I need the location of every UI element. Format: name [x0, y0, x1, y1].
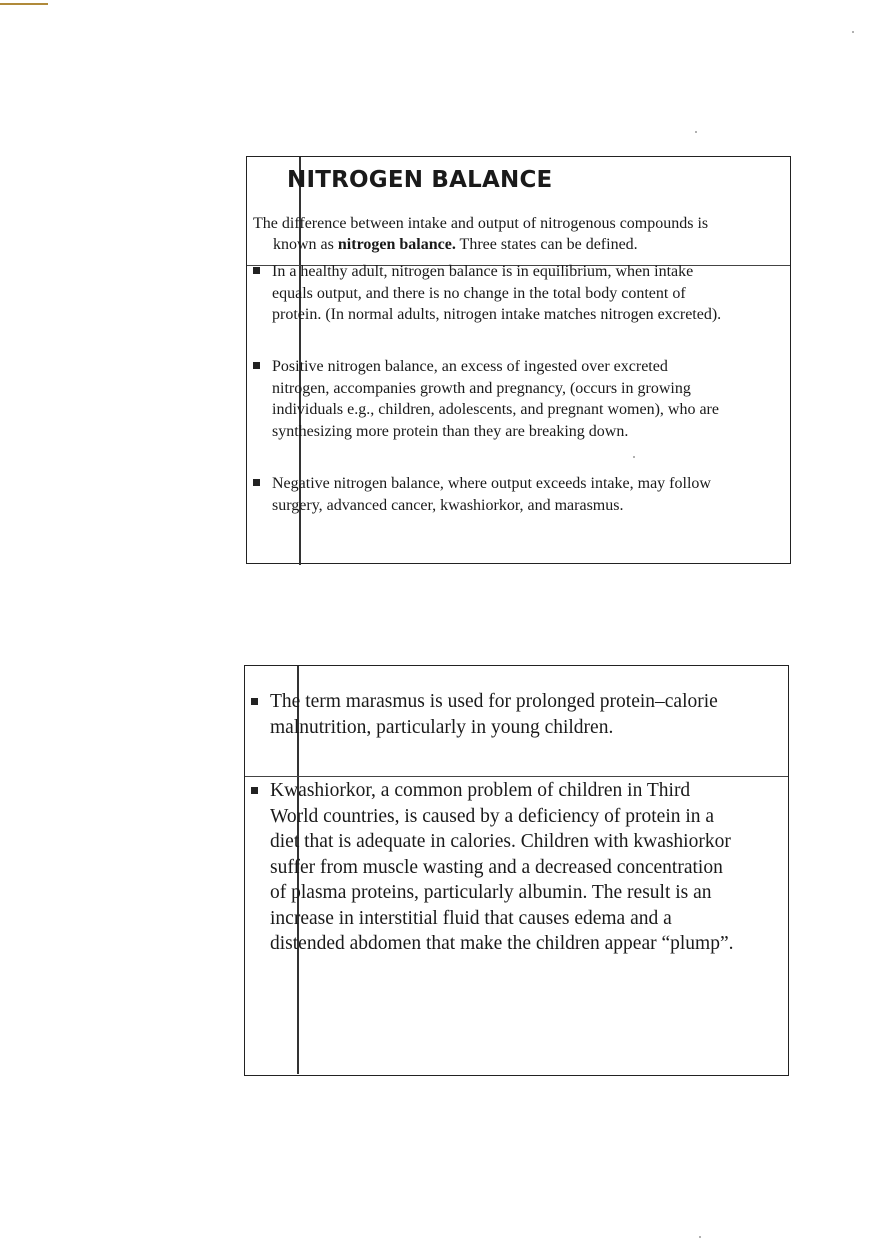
bullet-line: suffer from muscle wasting and a decreased concentration — [270, 856, 723, 878]
bullet-line: of plasma proteins, particularly albumin. The result is an — [270, 882, 712, 903]
bullet-negative-balance — [253, 473, 792, 516]
scan-speck — [852, 31, 854, 33]
bullet-line: synthesizing more protein than they are breaking down. — [272, 422, 629, 440]
corner-mark — [0, 3, 48, 5]
bullet-line: protein. (In normal adults, nitrogen intake matches nitrogen excreted). — [272, 306, 722, 323]
bullet-square-icon — [253, 479, 260, 486]
bullet-line: Positive nitrogen balance, an excess of ingested over excreted — [272, 358, 668, 375]
bullet-positive-balance — [253, 356, 792, 442]
slide-rule — [245, 776, 788, 777]
bullet-line: diet that is adequate in calories. Children with kwashiorkor — [270, 831, 731, 852]
bullet-line: World countries, is caused by a deficiency of protein in a — [270, 805, 715, 827]
scan-speck — [633, 456, 635, 458]
bullet-line: surgery, advanced cancer, kwashiorkor, and marasmus. — [272, 496, 624, 514]
bullet-line: Kwashiorkor, a common problem of children in Third — [270, 780, 691, 801]
bullet-line: The term marasmus is used for prolonged protein–calorie — [270, 691, 718, 712]
bullet-square-icon — [253, 267, 260, 274]
bullet-marasmus — [251, 689, 785, 740]
bullet-line: distended abdomen that make the children appear “plump”. — [270, 933, 734, 954]
slide-nitrogen-balance — [246, 156, 791, 564]
intro-line — [253, 234, 783, 255]
slide-intro — [253, 213, 783, 255]
bullet-line: malnutrition, particularly in young children. — [270, 716, 614, 738]
slide-title: NITROGEN BALANCE — [287, 167, 553, 193]
bullet-square-icon — [251, 787, 258, 794]
scan-speck — [695, 131, 697, 133]
bullet-square-icon — [251, 698, 258, 705]
intro-bold-term: nitrogen balance. — [337, 236, 456, 253]
bullet-kwashiorkor — [251, 778, 785, 957]
bullet-line: nitrogen, accompanies growth and pregnancy, (occurs in growing — [272, 379, 691, 397]
bullet-line: individuals e.g., children, adolescents, and pregnant women), who are — [272, 401, 719, 418]
intro-text: known as — [273, 236, 338, 253]
slide-malnutrition — [244, 665, 789, 1076]
scan-speck — [699, 1236, 701, 1238]
intro-line: The difference between intake and output of nitrogenous compounds is — [253, 215, 709, 232]
bullet-equilibrium — [253, 261, 792, 326]
bullet-line: equals output, and there is no change in the total body content of — [272, 284, 686, 302]
intro-text: Three states can be defined. — [455, 236, 638, 253]
bullet-line: In a healthy adult, nitrogen balance is in equilibrium, when intake — [272, 263, 694, 280]
bullet-square-icon — [253, 362, 260, 369]
bullet-line: increase in interstitial fluid that causes edema and a — [270, 907, 672, 929]
bullet-line: Negative nitrogen balance, where output exceeds intake, may follow — [272, 475, 711, 492]
